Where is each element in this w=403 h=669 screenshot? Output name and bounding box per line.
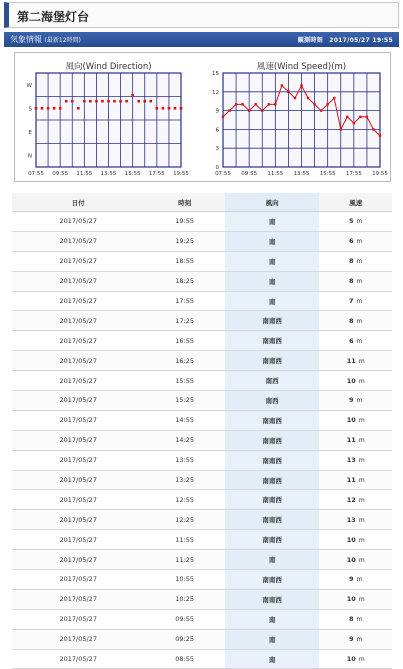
- speed-unit: m: [356, 278, 363, 286]
- cell-date: 2017/05/27: [12, 649, 144, 669]
- speed-unit: m: [356, 636, 363, 644]
- cell-time: 13:55: [144, 450, 224, 470]
- cell-direction: 南: [225, 649, 320, 669]
- speed-value: 9: [349, 635, 354, 644]
- direction-point: [83, 100, 86, 103]
- cell-date: 2017/05/27: [12, 589, 144, 609]
- table-row: [12, 271, 392, 291]
- x-tick-label: 17:55: [148, 171, 165, 177]
- y-tick-label: W: [26, 82, 32, 89]
- table-row: [12, 609, 392, 629]
- cell-date: 2017/05/27: [12, 450, 144, 470]
- speed-unit: m: [358, 357, 365, 365]
- cell-time: 14:55: [144, 410, 224, 430]
- cell-direction: 南南西: [225, 410, 320, 430]
- speed-value: 6: [349, 237, 354, 246]
- x-tick-label: 17:55: [345, 171, 362, 177]
- speed-point: [255, 103, 257, 105]
- speed-value: 11: [346, 356, 356, 365]
- header-direction: 風向: [225, 193, 320, 212]
- cell-speed: [319, 212, 392, 232]
- cell-speed: [319, 609, 392, 629]
- speed-value: 10: [346, 555, 356, 564]
- cell-time: 08:55: [144, 649, 224, 669]
- direction-point: [119, 100, 122, 103]
- cell-time: 15:55: [144, 371, 224, 391]
- direction-point: [65, 100, 68, 103]
- table-row: [12, 550, 392, 570]
- table-row: [12, 629, 392, 649]
- cell-time: 17:55: [144, 291, 224, 311]
- speed-point: [248, 109, 250, 111]
- cell-direction: 南: [225, 629, 320, 649]
- x-tick-label: 15:55: [124, 171, 141, 177]
- x-tick-label: 11:55: [76, 171, 93, 177]
- direction-point: [180, 107, 183, 110]
- speed-unit: m: [356, 337, 363, 345]
- cell-time: 13:25: [144, 470, 224, 490]
- cell-time: 12:55: [144, 490, 224, 510]
- x-tick-label: 07:55: [215, 171, 231, 177]
- speed-point: [228, 109, 230, 111]
- direction-point: [89, 100, 92, 103]
- speed-value: 13: [346, 515, 356, 524]
- cell-direction: 南南西: [225, 589, 320, 609]
- direction-point: [149, 100, 152, 103]
- speed-point: [241, 103, 243, 105]
- cell-speed: [319, 649, 392, 669]
- table-row: [12, 450, 392, 470]
- speed-point: [333, 97, 335, 99]
- direction-point: [131, 94, 134, 97]
- cell-speed: [319, 391, 392, 411]
- cell-speed: [319, 331, 392, 351]
- direction-point: [156, 107, 159, 110]
- cell-date: 2017/05/27: [12, 490, 144, 510]
- cell-direction: 南南西: [225, 450, 320, 470]
- section-sublabel: (最新12時間): [44, 37, 81, 44]
- direction-point: [77, 107, 80, 110]
- speed-value: 9: [349, 396, 354, 405]
- speed-value: 10: [346, 655, 356, 664]
- table-row: [12, 231, 392, 251]
- cell-direction: 南南西: [225, 510, 320, 530]
- cell-direction: 南西: [225, 391, 320, 411]
- y-tick-label: 12: [212, 89, 219, 96]
- y-tick-label: E: [28, 129, 32, 136]
- page-title-bar: [4, 2, 399, 28]
- y-tick-label: 9: [215, 108, 219, 115]
- speed-value: 9: [349, 575, 354, 584]
- speed-value: 10: [346, 595, 356, 604]
- chart-title: 風向(Wind Direction): [65, 62, 152, 72]
- speed-unit: m: [358, 516, 365, 524]
- y-tick-label: 3: [215, 146, 219, 153]
- speed-point: [346, 116, 348, 118]
- cell-date: 2017/05/27: [12, 570, 144, 590]
- cell-time: 09:55: [144, 609, 224, 629]
- speed-point: [379, 134, 381, 136]
- y-tick-label: 15: [212, 71, 219, 77]
- direction-point: [162, 107, 165, 110]
- cell-time: 15:25: [144, 391, 224, 411]
- cell-speed: [319, 291, 392, 311]
- cell-time: 10:25: [144, 589, 224, 609]
- cell-date: 2017/05/27: [12, 550, 144, 570]
- cell-direction: 南南西: [225, 430, 320, 450]
- cell-direction: 南西: [225, 371, 320, 391]
- table-row: [12, 410, 392, 430]
- cell-date: 2017/05/27: [12, 351, 144, 371]
- speed-value: 5: [349, 217, 354, 226]
- cell-time: 11:25: [144, 550, 224, 570]
- cell-direction: 南南西: [225, 490, 320, 510]
- table-row: [12, 391, 392, 411]
- speed-unit: m: [358, 457, 365, 465]
- x-tick-label: 15:55: [319, 171, 336, 177]
- speed-unit: m: [356, 317, 363, 325]
- direction-point: [137, 100, 140, 103]
- y-tick-label: 0: [215, 165, 219, 171]
- cell-date: 2017/05/27: [12, 251, 144, 271]
- cell-time: 16:25: [144, 351, 224, 371]
- cell-direction: 南南西: [225, 331, 320, 351]
- cell-date: 2017/05/27: [12, 470, 144, 490]
- speed-unit: m: [358, 477, 365, 485]
- speed-unit: m: [358, 556, 365, 564]
- table-row: [12, 510, 392, 530]
- speed-value: 10: [346, 416, 356, 425]
- speed-point: [326, 103, 328, 105]
- speed-point: [340, 128, 342, 130]
- speed-point: [359, 116, 361, 118]
- section-label-group: [10, 34, 81, 45]
- cell-direction: 南: [225, 212, 320, 232]
- cell-date: 2017/05/27: [12, 291, 144, 311]
- direction-point: [53, 107, 56, 110]
- speed-unit: m: [356, 298, 363, 305]
- x-tick-label: 07:55: [28, 171, 44, 177]
- direction-point: [59, 107, 62, 110]
- direction-point: [107, 100, 110, 103]
- cell-date: 2017/05/27: [12, 271, 144, 291]
- cell-speed: [319, 271, 392, 291]
- cell-time: 09:25: [144, 629, 224, 649]
- section-label: 気象情報: [10, 35, 42, 44]
- speed-unit: m: [358, 377, 365, 385]
- cell-speed: [319, 530, 392, 550]
- table-row: [12, 371, 392, 391]
- speed-point: [235, 103, 237, 105]
- cell-speed: [319, 550, 392, 570]
- x-tick-label: 13:55: [293, 171, 310, 177]
- y-tick-label: S: [28, 106, 32, 113]
- speed-value: 11: [346, 436, 356, 445]
- direction-point: [168, 107, 171, 110]
- speed-unit: m: [358, 496, 365, 504]
- table-row: [12, 570, 392, 590]
- cell-speed: [319, 510, 392, 530]
- cell-time: 10:55: [144, 570, 224, 590]
- cell-date: 2017/05/27: [12, 609, 144, 629]
- cell-speed: [319, 410, 392, 430]
- speed-value: 8: [349, 257, 354, 266]
- speed-unit: m: [358, 536, 365, 544]
- speed-point: [294, 97, 296, 99]
- cell-direction: 南: [225, 550, 320, 570]
- speed-unit: m: [358, 437, 365, 445]
- table-row: [12, 490, 392, 510]
- y-tick-label: N: [27, 153, 32, 160]
- speed-unit: m: [356, 576, 363, 584]
- table-row: [12, 530, 392, 550]
- y-tick-label: 6: [215, 127, 219, 134]
- charts-svg: [15, 53, 392, 183]
- cell-time: 19:25: [144, 231, 224, 251]
- header-date: 日付: [12, 193, 144, 212]
- cell-time: 11:55: [144, 530, 224, 550]
- speed-point: [366, 116, 368, 118]
- direction-point: [35, 107, 38, 110]
- table-row: [12, 311, 392, 331]
- cell-date: 2017/05/27: [12, 231, 144, 251]
- cell-date: 2017/05/27: [12, 311, 144, 331]
- cell-date: 2017/05/27: [12, 391, 144, 411]
- cell-date: 2017/05/27: [12, 410, 144, 430]
- speed-point: [274, 103, 276, 105]
- chart-title: 風速(Wind Speed)(m): [256, 62, 347, 72]
- cell-direction: 南: [225, 271, 320, 291]
- header-time: 時刻: [144, 193, 224, 212]
- x-tick-label: 09:55: [52, 171, 69, 177]
- speed-unit: m: [356, 218, 363, 226]
- speed-unit: m: [356, 258, 363, 266]
- speed-value: 8: [349, 615, 354, 624]
- speed-value: 7: [349, 297, 354, 305]
- table-header-row: [12, 193, 392, 212]
- cell-direction: 南南西: [225, 530, 320, 550]
- x-tick-label: 09:55: [241, 171, 258, 177]
- x-tick-label: 19:55: [173, 171, 189, 177]
- cell-speed: [319, 490, 392, 510]
- direction-point: [113, 100, 116, 103]
- speed-value: 13: [346, 456, 356, 465]
- cell-speed: [319, 430, 392, 450]
- cell-date: 2017/05/27: [12, 530, 144, 550]
- speed-point: [261, 109, 263, 111]
- speed-unit: m: [358, 596, 365, 604]
- cell-direction: 南南西: [225, 311, 320, 331]
- cell-time: 16:55: [144, 331, 224, 351]
- speed-point: [222, 116, 224, 118]
- speed-value: 8: [349, 316, 354, 325]
- table-row: [12, 331, 392, 351]
- direction-point: [101, 100, 104, 103]
- speed-point: [268, 103, 270, 105]
- x-tick-label: 13:55: [100, 171, 117, 177]
- cell-date: 2017/05/27: [12, 629, 144, 649]
- speed-point: [307, 97, 309, 99]
- speed-point: [281, 84, 283, 86]
- charts-panel: [14, 52, 391, 182]
- speed-point: [300, 84, 302, 86]
- cell-time: 18:25: [144, 271, 224, 291]
- cell-speed: [319, 470, 392, 490]
- cell-time: 18:55: [144, 251, 224, 271]
- speed-unit: m: [356, 616, 363, 624]
- speed-value: 8: [349, 277, 354, 286]
- cell-date: 2017/05/27: [12, 331, 144, 351]
- direction-point: [95, 100, 98, 103]
- table-row: [12, 251, 392, 271]
- cell-time: 12:25: [144, 510, 224, 530]
- table-row: [12, 291, 392, 311]
- cell-date: 2017/05/27: [12, 510, 144, 530]
- x-tick-label: 19:55: [372, 171, 388, 177]
- direction-point: [174, 107, 177, 110]
- direction-point: [143, 100, 146, 103]
- cell-direction: 南: [225, 251, 320, 271]
- cell-speed: [319, 311, 392, 331]
- cell-speed: [319, 450, 392, 470]
- speed-value: 12: [346, 495, 356, 504]
- cell-date: 2017/05/27: [12, 212, 144, 232]
- speed-value: 10: [346, 535, 356, 544]
- cell-date: 2017/05/27: [12, 430, 144, 450]
- table-row: [12, 470, 392, 490]
- table-row: [12, 649, 392, 669]
- cell-direction: 南: [225, 291, 320, 311]
- speed-point: [320, 109, 322, 111]
- direction-point: [125, 100, 128, 103]
- speed-point: [313, 103, 315, 105]
- weather-table: [12, 193, 392, 669]
- cell-time: 19:55: [144, 212, 224, 232]
- speed-unit: m: [356, 238, 363, 246]
- speed-unit: m: [358, 417, 365, 425]
- table-row: [12, 430, 392, 450]
- x-tick-label: 11:55: [267, 171, 284, 177]
- cell-time: 14:25: [144, 430, 224, 450]
- cell-direction: 南: [225, 609, 320, 629]
- cell-date: 2017/05/27: [12, 371, 144, 391]
- direction-point: [71, 100, 74, 103]
- cell-speed: [319, 629, 392, 649]
- speed-point: [287, 91, 289, 93]
- observed-time: 観測時刻 2017/05/27 19:55: [297, 37, 393, 44]
- table-row: [12, 351, 392, 371]
- cell-speed: [319, 570, 392, 590]
- cell-speed: [319, 251, 392, 271]
- table-row: [12, 212, 392, 232]
- cell-direction: 南南西: [225, 351, 320, 371]
- speed-unit: m: [356, 397, 363, 405]
- header-speed: 風速: [319, 193, 392, 212]
- speed-point: [353, 122, 355, 124]
- cell-direction: 南南西: [225, 570, 320, 590]
- cell-speed: [319, 371, 392, 391]
- cell-direction: 南: [225, 231, 320, 251]
- cell-speed: [319, 589, 392, 609]
- speed-value: 6: [349, 336, 354, 345]
- table-row: [12, 589, 392, 609]
- weather-section-header: [4, 32, 399, 47]
- cell-time: 17:25: [144, 311, 224, 331]
- speed-value: 11: [346, 476, 356, 485]
- cell-speed: [319, 231, 392, 251]
- page-title: 第二海堡灯台: [17, 10, 90, 24]
- speed-point: [372, 128, 374, 130]
- cell-speed: [319, 351, 392, 371]
- cell-direction: 南南西: [225, 470, 320, 490]
- direction-point: [47, 107, 50, 110]
- speed-value: 10: [346, 376, 356, 385]
- speed-unit: m: [358, 656, 365, 664]
- direction-point: [41, 107, 44, 110]
